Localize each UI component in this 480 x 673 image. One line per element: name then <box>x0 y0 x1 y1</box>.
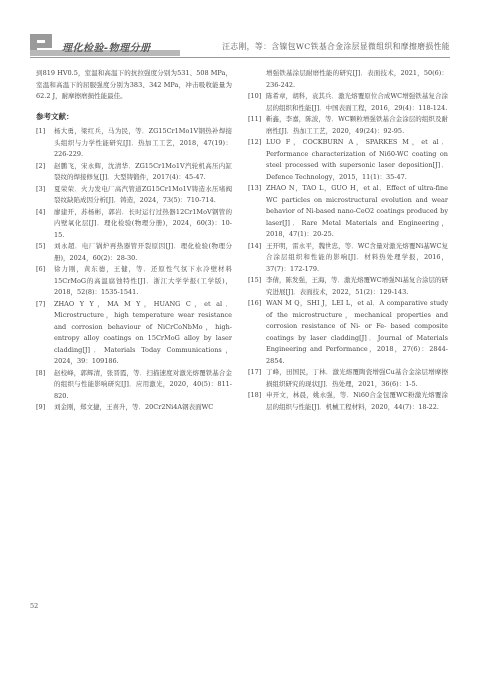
reference-text: 廖建开，苏杨彬，郭岩．长时运行过热器12Cr1MoV钢管的内壁氧化层[J]．理化检验(物理分册)，2024，60(3)：10-15. <box>54 207 232 239</box>
reference-item <box>248 137 448 183</box>
reference-number: [18] <box>248 391 262 399</box>
reference-text: 增强铁基涂层耐磨性能的研究[J]．表面技术，2021，50(6)：236-242. <box>266 69 448 89</box>
reference-number: [15] <box>248 276 262 284</box>
reference-number: [3] <box>36 184 46 193</box>
reference-item <box>36 402 232 414</box>
reference-number: [8] <box>36 368 46 377</box>
reference-item <box>248 183 448 241</box>
reference-text: ZHAO N，TAO L，GUO H，et al．Effect of ultra-fine WC particles on microstructural evolution and wear behavior of Ni-based nano-CeO2 coatings produced by laser[J]．Rare Metal Materials and Engineering，2018，47(1)：20-25. <box>266 184 448 238</box>
reference-item <box>36 161 232 184</box>
reference-number: [4] <box>36 207 46 216</box>
reference-number: [6] <box>36 265 46 273</box>
reference-number: [5] <box>36 242 46 250</box>
reference-text: WAN M Q，SHI J，LEI L，et al．A comparative study of the microstructure，mechanical properties and corrosion resistance of Ni- or Fe- based composite coatings by laser cladding[J]．Journal of Materials Engineering and Performance，2018，27(6)：2844-2854. <box>266 299 448 365</box>
reference-number: [13] <box>248 184 262 192</box>
reference-item <box>248 114 448 137</box>
reference-number: [7] <box>36 299 46 308</box>
reference-text: ZHAO Y Y，MA M Y，HUANG C，et al．Microstructure，high temperature wear resistance and corrosion behaviour of NiCrCoNbMo，high-entropy alloy coatings on 15CrMoG alloy by laser cladding[J]．Materials Today Communications，2024，39：109186. <box>54 299 232 365</box>
reference-number: [12] <box>248 138 262 146</box>
reference-number: [16] <box>248 299 262 307</box>
reference-item <box>36 207 232 242</box>
reference-number: [11] <box>248 115 262 123</box>
reference-text: 赵鹏飞，宋永辉，沈清华．ZG15Cr1Mo1V汽轮机高压内缸裂纹的焊接修复[J]．大型铸锻件，2017(4)：45-47. <box>54 161 232 181</box>
reference-text: 王开明，雷永平，魏世忠，等．WC含量对激光熔覆Ni基WC复合涂层组织和性能的影响[J]．材料热处理学报，2016，37(7)：172-179. <box>266 241 448 273</box>
reference-list-left <box>36 126 232 414</box>
reference-item <box>248 68 448 91</box>
reference-item <box>248 241 448 276</box>
reference-item <box>36 126 232 161</box>
reference-item <box>248 298 448 367</box>
reference-number: [17] <box>248 368 262 376</box>
reference-text: 刘永超．电厂锅炉再热器管开裂原因[J]．理化检验(物理分册)，2024，60(2)：28-30. <box>54 242 232 262</box>
reference-item <box>36 241 232 264</box>
reference-text: 李倩，陈发强，王海，等．激光熔覆WC增强Ni基复合涂层的研究进展[J]．表面技术，2022，51(2)：129-143. <box>266 276 448 296</box>
reference-text: 杨大勇，梁红兵，马为民，等．ZG15Cr1Mo1V钢热补焊接头组织与力学性能研究[J]．热加工工艺，2018，47(19)：226-229. <box>54 127 232 158</box>
left-column <box>36 68 232 414</box>
journal-logo-text: 理化检验-物理分册 <box>62 43 151 54</box>
reference-text: 丁峰，田国民，丁林．激光熔覆陶瓷增强Cu基合金涂层增摩擦损组织研究的现状[J]．热处理，2021，36(6)：1-5. <box>266 368 448 388</box>
reference-item <box>248 275 448 298</box>
reference-item <box>36 368 232 403</box>
reference-item <box>248 390 448 413</box>
reference-item <box>36 184 232 207</box>
reference-text: 陈希章，胡科，袁其兵．激光熔覆原位合成WC增强铁基复合涂层的组织和性能[J]．中国表面工程，2016，29(4)：118-124. <box>266 92 448 112</box>
running-title: 汪志刚，等：含镍包WC铁基合金涂层显微组织和摩擦磨损性能 <box>222 42 450 51</box>
reference-text: 徐力刚，黄东德，王健，等．还原性气氛下水冷壁材料15CrMoG的高温腐蚀特性[J]．浙江大学学报(工学版)，2018，52(8)：1535-1541. <box>54 265 232 296</box>
header-divider <box>30 57 450 58</box>
reference-text: 申开文，林晨，姚永强，等．Ni60合金包覆WC粉激光熔覆涂层的组织与性能[J]．机械工程材料，2020，44(7)：18-22. <box>266 391 448 411</box>
reference-number: [9] <box>36 403 46 411</box>
reference-number: [14] <box>248 241 262 250</box>
reference-text: 赵校峰，郭辉清，张晋霞，等．扫描速度对激光熔覆铁基合金的组织与性能影响研究[J]．应用激光，2020，40(5)：811-820. <box>54 368 232 400</box>
reference-text: 夏荣荣．火力发电厂高汽管道ZG15Cr1Mo1V铸造水压堵阀裂纹缺陷成因分析[J]．铸造，2024，73(5)：710-714. <box>54 184 232 204</box>
reference-text: 靳鑫，李嘉，陈波，等．WC颗粒增强铁基合金涂层的组织及耐磨性[J]．热加工工艺，2020，49(24)：92-95. <box>266 115 448 135</box>
reference-item <box>248 91 448 114</box>
reference-number: [10] <box>248 92 262 100</box>
body-paragraph: 到819 HV0.5，室温和高温下的抗拉强度分别为531、508 MPa，室温和高温下的屈服强度分别为383、342 MPa，冲击吸收能量为62.2 J，耐摩擦磨损性能最佳。 <box>36 69 232 100</box>
reference-text: 刘金刚，郑文捷，王喜升，等．20Cr2Ni4A钢表面WC <box>54 403 214 411</box>
right-column <box>248 68 448 413</box>
reference-item <box>248 367 448 390</box>
references-heading: 参考文献： <box>36 111 74 121</box>
page-number: 52 <box>30 602 39 610</box>
reference-number: [2] <box>36 161 46 170</box>
page-header <box>0 0 480 62</box>
reference-item <box>36 299 232 368</box>
reference-number <box>248 68 266 91</box>
reference-number: [1] <box>36 127 46 135</box>
reference-list-right <box>248 68 448 413</box>
reference-text: LUO F，COCKBURN A，SPARKES M，et al．Performance characterization of Ni60-WC coating on steel processed with supersonic laser deposition[J]．Defence Technology，2015，11(1)：35-47. <box>266 138 448 181</box>
reference-item <box>36 264 232 299</box>
